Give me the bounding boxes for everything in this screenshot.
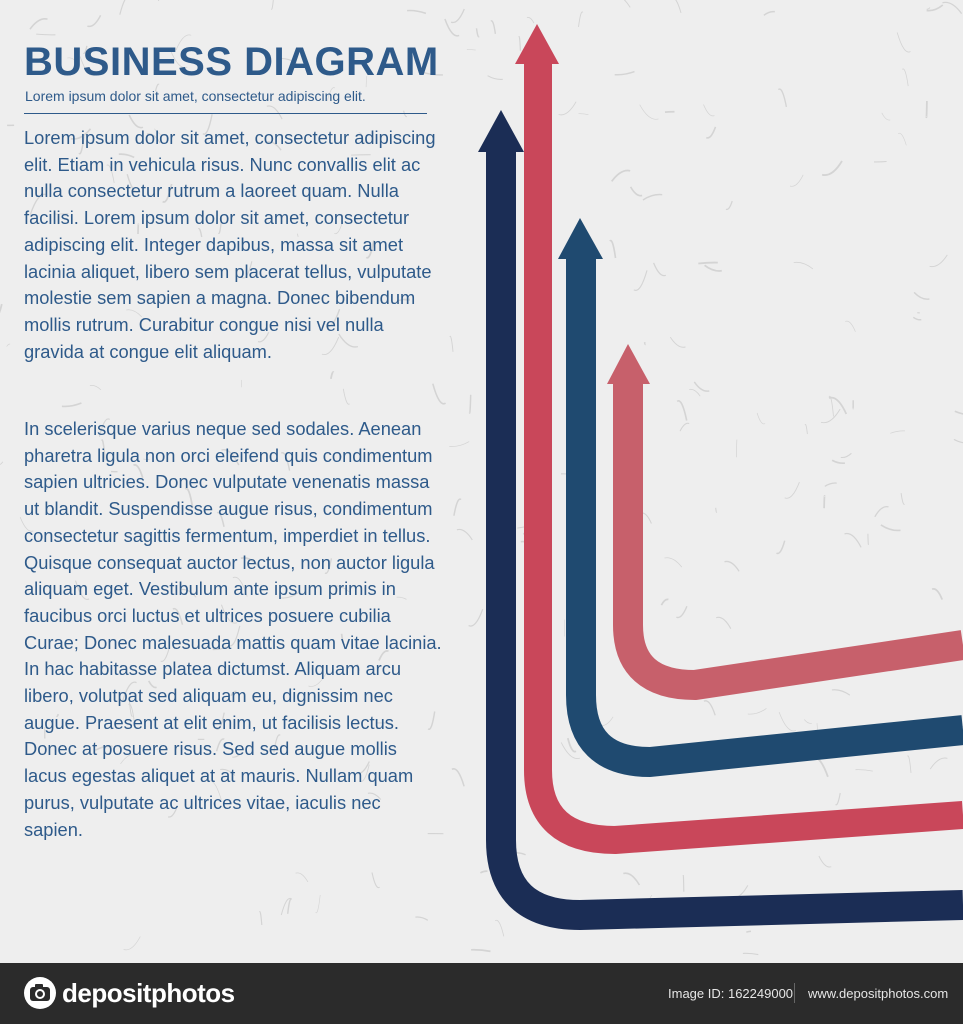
arrow-pink-short bbox=[607, 344, 963, 685]
arrow-up-icon bbox=[607, 344, 650, 384]
image-id-label: Image ID: 162249000 bbox=[668, 986, 794, 1001]
site-url-link[interactable]: www.depositphotos.com bbox=[808, 986, 949, 1001]
body-paragraph-1: Lorem ipsum dolor sit amet, consectetur adipiscing elit. Etiam in vehicula risus. Nunc convallis elit ac nulla consectetur rutrum a laoreet quam. Nulla facilisi. Lorem ipsum dolor sit amet, consectetur adipiscing elit. Integer dapibus, massa sit amet lacinia aliquet, libero sem placerat tellus, vulputate molestie sem sapien a magna. Donec bibendum mollis rutrum. Curabitur congue nisi vel nulla gravida at congue elit aliquam. bbox=[24, 127, 436, 362]
arrow-up-icon bbox=[478, 110, 524, 152]
page-title: BUSINESS DIAGRAM bbox=[24, 40, 439, 84]
arrow-pink-short-shaft bbox=[628, 380, 963, 685]
arrow-up-icon bbox=[515, 24, 559, 64]
footer-divider bbox=[794, 983, 795, 1003]
arrow-up-icon bbox=[558, 218, 603, 259]
brand-logo-text: depositphotos bbox=[62, 978, 235, 1008]
page-subtitle: Lorem ipsum dolor sit amet, consectetur adipiscing elit. bbox=[25, 88, 366, 104]
camera-icon bbox=[22, 975, 58, 1011]
body-paragraph-2: In scelerisque varius neque sed sodales. Aenean pharetra ligula non orci eleifend quis condimentum sapien ultricies. Donec vulputate venenatis massa ut blandit. Suspendisse augue risus, condimentum consectetur sagittis fermentum, imperdiet in tellus. Quisque consequat auctor lectus, non auctor ligula aliquam eget. Vestibulum ante ipsum primis in faucibus orci luctus et ultrices posuere cubilia Curae; Donec malesuada mattis quam vitae lacinia. In hac habitasse platea dictumst. Aliquam arcu libero, volutpat sed aliquam eu, dignissim nec augue. Praesent at elit enim, ut facilisis lectus. Donec at posuere risus. Sed sed augue mollis lacus egestas aliquet at at mauris. Nullam quam purus, vulputate ac ultrices vitae, iaculis nec sapien. bbox=[24, 418, 442, 840]
